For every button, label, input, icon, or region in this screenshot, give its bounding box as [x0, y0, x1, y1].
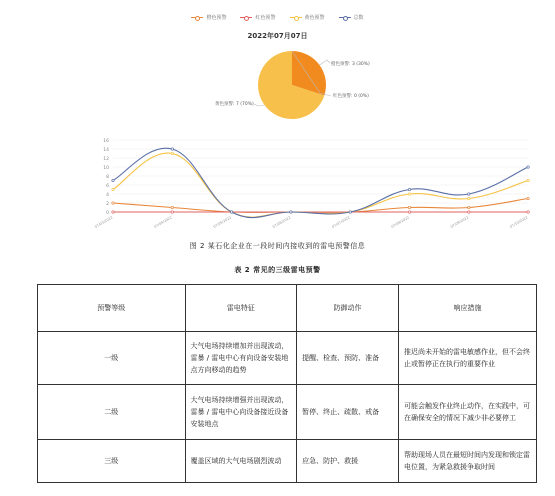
pie-label-orange: 橙色预警: 3 (30%) [331, 62, 370, 67]
cell-response: 推迟尚未开始的雷电敏感作业，但不会终止或暂停正在执行的重要作业 [399, 332, 537, 385]
series-point-0[interactable] [527, 197, 529, 199]
cell-level: 二级 [38, 385, 186, 440]
y-tick-label: 16 [103, 138, 109, 144]
series-line-0 [113, 199, 528, 213]
cell-response: 可能会触发作业终止动作，在实践中，可在确保安全的情况下减少非必要停工 [399, 385, 537, 440]
series-point-0[interactable] [468, 206, 470, 208]
figure-caption: 图 2 某石化企业在一段时间内接收到的雷电预警信息 [189, 242, 366, 250]
series-point-1[interactable] [112, 211, 114, 213]
cell-action: 应急、防护、救援 [297, 440, 399, 483]
x-tick-label: 07/06/2022 [271, 215, 292, 229]
series-point-1[interactable] [408, 211, 410, 213]
series-point-3[interactable] [171, 148, 173, 150]
series-point-1[interactable] [468, 211, 470, 213]
series-point-3[interactable] [230, 211, 232, 213]
legend-label: 红色预警 [255, 15, 276, 21]
cell-feature: 大气电场持续增强并出现波动，雷暴 / 雷电中心向设备接近设备安装地点 [185, 385, 297, 440]
series-point-2[interactable] [468, 197, 470, 199]
y-tick-label: 0 [106, 210, 109, 216]
pie-chart-title: 2022年07月07日 [247, 32, 308, 40]
line-chart-grid [113, 140, 528, 212]
x-tick-label: 07/03/2022 [94, 215, 114, 229]
line-chart-y-ticks [103, 138, 109, 216]
y-tick-label: 8 [106, 174, 109, 180]
series-point-0[interactable] [408, 206, 410, 208]
table-row [38, 440, 537, 483]
series-point-3[interactable] [290, 211, 292, 213]
series-point-3[interactable] [468, 193, 470, 195]
y-tick-label: 10 [103, 165, 109, 171]
pie-label-red: 红色预警: 0 (0%) [333, 94, 369, 99]
cell-action: 暂停、终止、疏散、戒备 [297, 385, 399, 440]
y-tick-label: 14 [103, 147, 109, 153]
warning-level-table [37, 284, 537, 483]
series-point-3[interactable] [349, 211, 351, 213]
header-feature: 雷电特征 [185, 285, 297, 332]
cell-level: 一级 [38, 332, 186, 385]
series-point-2[interactable] [112, 188, 114, 190]
line-chart [0, 0, 555, 240]
header-level: 预警等级 [38, 285, 186, 332]
cell-response: 帮助现场人员在最短时间内发现和锁定雷电位置，为紧急救援争取时间 [399, 440, 537, 483]
series-point-0[interactable] [171, 206, 173, 208]
series-point-1[interactable] [527, 211, 529, 213]
series-point-2[interactable] [171, 152, 173, 154]
pie-label-yellow: 黄色预警: 7 (70%) [215, 102, 254, 107]
table-row [38, 332, 537, 385]
y-tick-label: 2 [106, 201, 109, 207]
y-tick-label: 4 [106, 192, 109, 198]
cell-level: 三级 [38, 440, 186, 483]
header-response: 响应措施 [399, 285, 537, 332]
table-header-row [38, 285, 537, 332]
series-point-3[interactable] [408, 188, 410, 190]
legend-label: 总数 [353, 15, 364, 21]
table-caption: 表 2 常见的三级雷电预警 [234, 266, 321, 274]
series-point-2[interactable] [527, 179, 529, 181]
series-point-1[interactable] [171, 211, 173, 213]
x-tick-label: 07/09/2022 [449, 215, 470, 229]
y-tick-label: 6 [106, 183, 109, 189]
line-chart-x-ticks [94, 215, 529, 229]
x-tick-label: 07/05/2022 [212, 215, 233, 229]
x-tick-label: 07/07/2022 [331, 215, 351, 229]
series-point-3[interactable] [112, 179, 114, 181]
x-tick-label: 07/10/2022 [509, 215, 529, 229]
series-point-2[interactable] [408, 193, 410, 195]
cell-feature: 覆盖区域的大气电场剧烈波动 [185, 440, 297, 483]
x-tick-label: 07/08/2022 [390, 215, 410, 229]
cell-feature: 大气电场持续增加并出现波动，雷暴 / 雷电中心有向设备安装地点方向移动的趋势 [185, 332, 297, 385]
y-tick-label: 12 [103, 156, 109, 162]
legend-label: 黄色预警 [304, 15, 325, 21]
header-action: 防御动作 [297, 285, 399, 332]
table-row [38, 385, 537, 440]
legend-label: 橙色预警 [206, 15, 227, 21]
cell-action: 提醒、检查、预防、准备 [297, 332, 399, 385]
x-tick-label: 07/04/2022 [153, 215, 173, 229]
series-point-3[interactable] [527, 166, 529, 168]
series-point-0[interactable] [112, 202, 114, 204]
